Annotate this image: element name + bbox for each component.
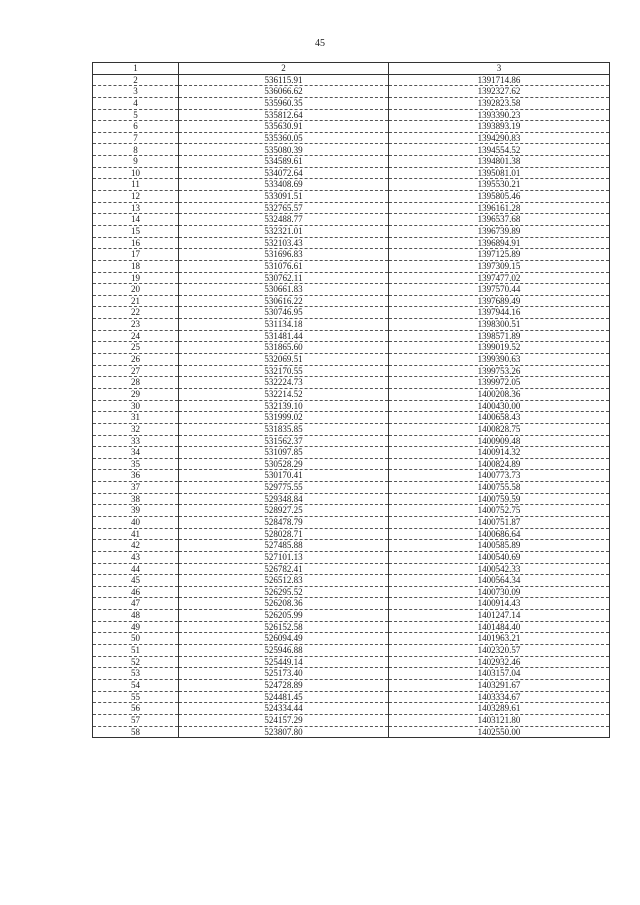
row-number-cell: 33: [93, 435, 179, 447]
x-coordinate-cell: 526208.36: [179, 598, 389, 610]
x-coordinate-cell: 529348.84: [179, 493, 389, 505]
table-row: [93, 621, 610, 633]
y-coordinate-cell: 1397309.15: [389, 260, 610, 272]
row-number-cell: 13: [93, 202, 179, 214]
y-coordinate-cell: 1403334.67: [389, 691, 610, 703]
y-coordinate-cell: 1402550.00: [389, 726, 610, 738]
row-number-cell: 20: [93, 284, 179, 296]
row-number-cell: 14: [93, 214, 179, 226]
table-row: [93, 74, 610, 86]
table-row: [93, 284, 610, 296]
x-coordinate-cell: 531134.18: [179, 319, 389, 331]
x-coordinate-cell: 531999.02: [179, 412, 389, 424]
table-row: [93, 551, 610, 563]
x-coordinate-cell: 532103.43: [179, 237, 389, 249]
row-number-cell: 37: [93, 482, 179, 494]
y-coordinate-cell: 1394554.52: [389, 144, 610, 156]
row-number-cell: 29: [93, 388, 179, 400]
table-row: [93, 214, 610, 226]
y-coordinate-cell: 1397570.44: [389, 284, 610, 296]
y-coordinate-cell: 1402932.46: [389, 656, 610, 668]
y-coordinate-cell: 1392327.62: [389, 86, 610, 98]
row-number-cell: 30: [93, 400, 179, 412]
page-number: 45: [315, 38, 325, 49]
table-row: [93, 540, 610, 552]
table-row: [93, 97, 610, 109]
row-number-cell: 41: [93, 528, 179, 540]
y-coordinate-cell: 1403157.04: [389, 668, 610, 680]
x-coordinate-cell: 535360.05: [179, 132, 389, 144]
table-row: [93, 586, 610, 598]
x-coordinate-cell: 532170.55: [179, 365, 389, 377]
x-coordinate-cell: 535630.91: [179, 121, 389, 133]
x-coordinate-cell: 528028.71: [179, 528, 389, 540]
table-row: [93, 412, 610, 424]
x-coordinate-cell: 526782.41: [179, 563, 389, 575]
table-row: [93, 202, 610, 214]
table-row: [93, 505, 610, 517]
y-coordinate-cell: 1397944.16: [389, 307, 610, 319]
row-number-cell: 12: [93, 191, 179, 203]
table-row: [93, 668, 610, 680]
y-coordinate-cell: 1400542.33: [389, 563, 610, 575]
x-coordinate-cell: 532139.10: [179, 400, 389, 412]
row-number-cell: 43: [93, 551, 179, 563]
x-coordinate-cell: 524481.45: [179, 691, 389, 703]
x-coordinate-cell: 531562.37: [179, 435, 389, 447]
table-row: [93, 435, 610, 447]
table-row: [93, 563, 610, 575]
x-coordinate-cell: 532224.73: [179, 377, 389, 389]
table-row: [93, 260, 610, 272]
table-row: [93, 516, 610, 528]
x-coordinate-cell: 532069.51: [179, 354, 389, 366]
y-coordinate-cell: 1400751.87: [389, 516, 610, 528]
row-number-cell: 48: [93, 610, 179, 622]
x-coordinate-cell: 531865.60: [179, 342, 389, 354]
row-number-cell: 15: [93, 225, 179, 237]
y-coordinate-cell: 1395805.46: [389, 191, 610, 203]
table-row: [93, 470, 610, 482]
x-coordinate-cell: 532214.52: [179, 388, 389, 400]
y-coordinate-cell: 1400208.36: [389, 388, 610, 400]
table-row: [93, 458, 610, 470]
x-coordinate-cell: 530661.83: [179, 284, 389, 296]
x-coordinate-cell: 534072.64: [179, 167, 389, 179]
y-coordinate-cell: 1397125.89: [389, 249, 610, 261]
x-coordinate-cell: 532488.77: [179, 214, 389, 226]
table-row: [93, 726, 610, 738]
y-coordinate-cell: 1403121.80: [389, 714, 610, 726]
x-coordinate-cell: 527485.88: [179, 540, 389, 552]
y-coordinate-cell: 1394290.83: [389, 132, 610, 144]
row-number-cell: 53: [93, 668, 179, 680]
table-row: [93, 144, 610, 156]
x-coordinate-cell: 526512.83: [179, 575, 389, 587]
x-coordinate-cell: 535812.64: [179, 109, 389, 121]
table-row: [93, 237, 610, 249]
y-coordinate-cell: 1399390.63: [389, 354, 610, 366]
y-coordinate-cell: 1395081.01: [389, 167, 610, 179]
y-coordinate-cell: 1392823.58: [389, 97, 610, 109]
x-coordinate-cell: 525449.14: [179, 656, 389, 668]
row-number-cell: 57: [93, 714, 179, 726]
row-number-cell: 58: [93, 726, 179, 738]
y-coordinate-cell: 1396739.89: [389, 225, 610, 237]
row-number-cell: 23: [93, 319, 179, 331]
y-coordinate-cell: 1396161.28: [389, 202, 610, 214]
row-number-cell: 5: [93, 109, 179, 121]
table-row: [93, 295, 610, 307]
row-number-cell: 9: [93, 156, 179, 168]
x-coordinate-cell: 536066.62: [179, 86, 389, 98]
x-coordinate-cell: 526205.99: [179, 610, 389, 622]
y-coordinate-cell: 1401963.21: [389, 633, 610, 645]
row-number-cell: 18: [93, 260, 179, 272]
y-coordinate-cell: 1403289.61: [389, 703, 610, 715]
x-coordinate-cell: 530746.95: [179, 307, 389, 319]
row-number-cell: 39: [93, 505, 179, 517]
y-coordinate-cell: 1400686.64: [389, 528, 610, 540]
x-coordinate-cell: 533408.69: [179, 179, 389, 191]
x-coordinate-cell: 526295.52: [179, 586, 389, 598]
row-number-cell: 19: [93, 272, 179, 284]
y-coordinate-cell: 1399753.26: [389, 365, 610, 377]
x-coordinate-cell: 533091.51: [179, 191, 389, 203]
x-coordinate-cell: 523807.80: [179, 726, 389, 738]
table-row: [93, 365, 610, 377]
table-row: [93, 656, 610, 668]
table-row: [93, 249, 610, 261]
row-number-cell: 6: [93, 121, 179, 133]
row-number-cell: 49: [93, 621, 179, 633]
y-coordinate-cell: 1391714.86: [389, 74, 610, 86]
table-row: [93, 633, 610, 645]
table-row: [93, 377, 610, 389]
x-coordinate-cell: 530762.11: [179, 272, 389, 284]
x-coordinate-cell: 526094.49: [179, 633, 389, 645]
x-coordinate-cell: 532765.57: [179, 202, 389, 214]
y-coordinate-cell: 1397477.02: [389, 272, 610, 284]
x-coordinate-cell: 531481.44: [179, 330, 389, 342]
y-coordinate-cell: 1398300.51: [389, 319, 610, 331]
table-row: [93, 400, 610, 412]
x-coordinate-cell: 529775.55: [179, 482, 389, 494]
row-number-cell: 40: [93, 516, 179, 528]
x-coordinate-cell: 527101.13: [179, 551, 389, 563]
table-row: [93, 319, 610, 331]
row-number-cell: 47: [93, 598, 179, 610]
y-coordinate-cell: 1400658.43: [389, 412, 610, 424]
y-coordinate-cell: 1401247.14: [389, 610, 610, 622]
row-number-cell: 27: [93, 365, 179, 377]
y-coordinate-cell: 1400540.69: [389, 551, 610, 563]
y-coordinate-cell: 1398571.89: [389, 330, 610, 342]
x-coordinate-cell: 525173.40: [179, 668, 389, 680]
table-row: [93, 156, 610, 168]
table-row: [93, 121, 610, 133]
coordinates-table: [92, 62, 610, 738]
y-coordinate-cell: 1400759.59: [389, 493, 610, 505]
table-row: [93, 342, 610, 354]
x-coordinate-cell: 534589.61: [179, 156, 389, 168]
row-number-cell: 50: [93, 633, 179, 645]
y-coordinate-cell: 1400755.58: [389, 482, 610, 494]
y-coordinate-cell: 1400828.75: [389, 423, 610, 435]
y-coordinate-cell: 1396894.91: [389, 237, 610, 249]
table-row: [93, 610, 610, 622]
row-number-cell: 38: [93, 493, 179, 505]
row-number-cell: 55: [93, 691, 179, 703]
row-number-cell: 21: [93, 295, 179, 307]
row-number-cell: 51: [93, 645, 179, 657]
y-coordinate-cell: 1400585.89: [389, 540, 610, 552]
y-coordinate-cell: 1402320.57: [389, 645, 610, 657]
row-number-cell: 42: [93, 540, 179, 552]
row-number-cell: 8: [93, 144, 179, 156]
x-coordinate-cell: 536115.91: [179, 74, 389, 86]
row-number-cell: 3: [93, 86, 179, 98]
x-coordinate-cell: 528927.25: [179, 505, 389, 517]
table-row: [93, 179, 610, 191]
row-number-cell: 34: [93, 447, 179, 459]
x-coordinate-cell: 525946.88: [179, 645, 389, 657]
row-number-cell: 46: [93, 586, 179, 598]
table-row: [93, 272, 610, 284]
y-coordinate-cell: 1400752.75: [389, 505, 610, 517]
table-row: [93, 598, 610, 610]
y-coordinate-cell: 1400914.32: [389, 447, 610, 459]
row-number-cell: 44: [93, 563, 179, 575]
row-number-cell: 36: [93, 470, 179, 482]
table-row: [93, 132, 610, 144]
table-row: [93, 447, 610, 459]
row-number-cell: 24: [93, 330, 179, 342]
x-coordinate-cell: 530616.22: [179, 295, 389, 307]
y-coordinate-cell: 1400909.48: [389, 435, 610, 447]
column-header-3: 3: [389, 63, 610, 75]
row-number-cell: 4: [93, 97, 179, 109]
y-coordinate-cell: 1397689.49: [389, 295, 610, 307]
x-coordinate-cell: 530170.41: [179, 470, 389, 482]
y-coordinate-cell: 1396537.68: [389, 214, 610, 226]
row-number-cell: 54: [93, 679, 179, 691]
table-row: [93, 330, 610, 342]
table-header-row: [93, 63, 610, 75]
table-body: [93, 74, 610, 738]
table-row: [93, 225, 610, 237]
table-row: [93, 423, 610, 435]
y-coordinate-cell: 1399019.52: [389, 342, 610, 354]
y-coordinate-cell: 1395530.21: [389, 179, 610, 191]
row-number-cell: 45: [93, 575, 179, 587]
x-coordinate-cell: 530528.29: [179, 458, 389, 470]
table-row: [93, 482, 610, 494]
table-row: [93, 86, 610, 98]
row-number-cell: 35: [93, 458, 179, 470]
y-coordinate-cell: 1393390.23: [389, 109, 610, 121]
row-number-cell: 56: [93, 703, 179, 715]
y-coordinate-cell: 1400730.09: [389, 586, 610, 598]
x-coordinate-cell: 531835.85: [179, 423, 389, 435]
table-row: [93, 191, 610, 203]
x-coordinate-cell: 535960.35: [179, 97, 389, 109]
y-coordinate-cell: 1400914.43: [389, 598, 610, 610]
table-row: [93, 528, 610, 540]
row-number-cell: 10: [93, 167, 179, 179]
x-coordinate-cell: 535080.39: [179, 144, 389, 156]
table-row: [93, 714, 610, 726]
row-number-cell: 31: [93, 412, 179, 424]
table-row: [93, 109, 610, 121]
table-row: [93, 167, 610, 179]
y-coordinate-cell: 1394801.38: [389, 156, 610, 168]
table-row: [93, 388, 610, 400]
y-coordinate-cell: 1403291.67: [389, 679, 610, 691]
x-coordinate-cell: 526152.58: [179, 621, 389, 633]
table-row: [93, 307, 610, 319]
table-row: [93, 703, 610, 715]
row-number-cell: 52: [93, 656, 179, 668]
row-number-cell: 2: [93, 74, 179, 86]
row-number-cell: 7: [93, 132, 179, 144]
table-row: [93, 575, 610, 587]
table-row: [93, 645, 610, 657]
y-coordinate-cell: 1399972.05: [389, 377, 610, 389]
y-coordinate-cell: 1401484.40: [389, 621, 610, 633]
x-coordinate-cell: 532321.01: [179, 225, 389, 237]
y-coordinate-cell: 1393893.19: [389, 121, 610, 133]
x-coordinate-cell: 531076.61: [179, 260, 389, 272]
x-coordinate-cell: 524334.44: [179, 703, 389, 715]
row-number-cell: 22: [93, 307, 179, 319]
row-number-cell: 16: [93, 237, 179, 249]
table-row: [93, 354, 610, 366]
column-header-2: 2: [179, 63, 389, 75]
y-coordinate-cell: 1400564.34: [389, 575, 610, 587]
row-number-cell: 32: [93, 423, 179, 435]
y-coordinate-cell: 1400824.89: [389, 458, 610, 470]
table-row: [93, 679, 610, 691]
y-coordinate-cell: 1400430.00: [389, 400, 610, 412]
row-number-cell: 17: [93, 249, 179, 261]
x-coordinate-cell: 531097.85: [179, 447, 389, 459]
x-coordinate-cell: 528478.79: [179, 516, 389, 528]
y-coordinate-cell: 1400773.73: [389, 470, 610, 482]
row-number-cell: 26: [93, 354, 179, 366]
row-number-cell: 11: [93, 179, 179, 191]
x-coordinate-cell: 524157.29: [179, 714, 389, 726]
row-number-cell: 25: [93, 342, 179, 354]
x-coordinate-cell: 531696.83: [179, 249, 389, 261]
x-coordinate-cell: 524728.89: [179, 679, 389, 691]
column-header-1: 1: [93, 63, 179, 75]
table-row: [93, 691, 610, 703]
table-row: [93, 493, 610, 505]
row-number-cell: 28: [93, 377, 179, 389]
